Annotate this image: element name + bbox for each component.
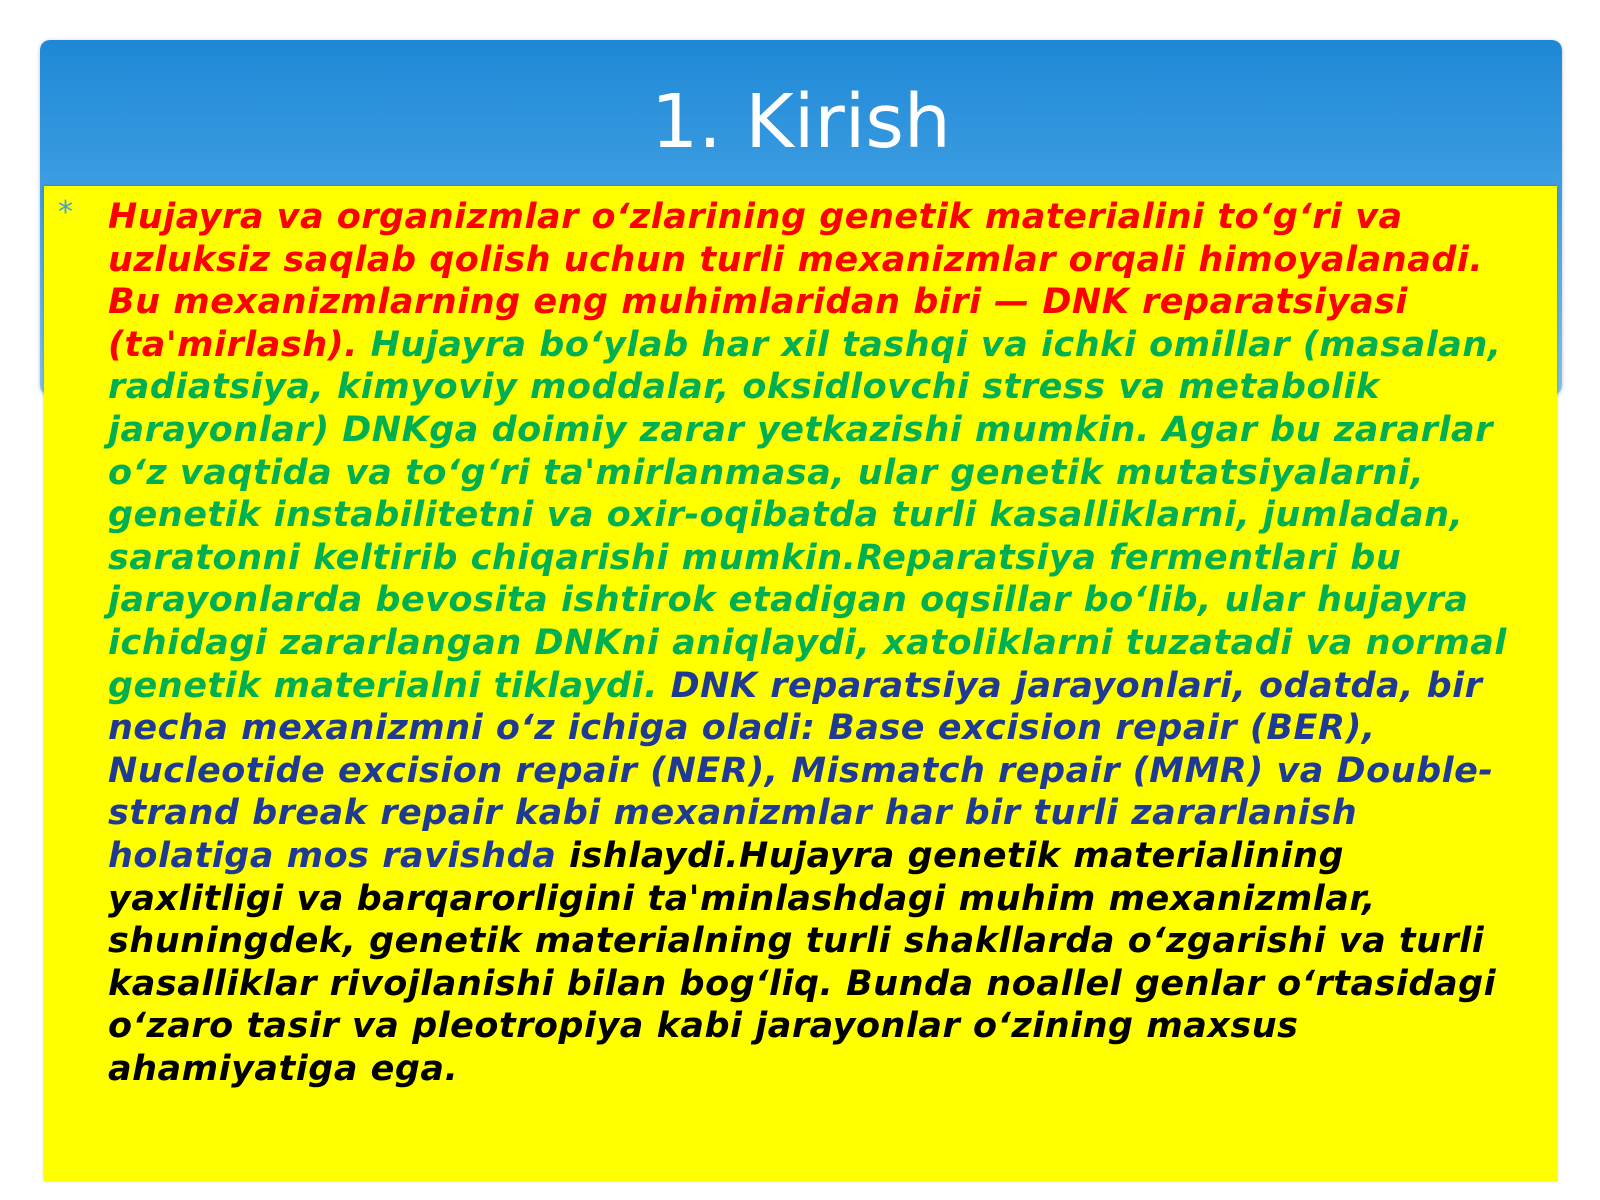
text-segment-green: Hujayra bo‘ylab har xil tashqi va ichki omillar (masalan, radiatsiya, kimyoviy moddalar, oksidlovchi stress va metabolik jarayonlar) DNKga doimiy zarar yetkazishi mumkin. Agar bu zararlar o‘z vaqtida va to‘g‘ri ta'mirlanmasa, ular genetik mutatsiyalarni, genetik instabilitetni va oxir-oqibatda turli kasalliklarni, jumladan, saratonni keltirib chiqarishi mumkin.Reparatsiya fermentlari bu jarayonlarda bevosita ishtirok etadigan oqsillar bo‘lib, ular hujayra ichidagi zararlangan DNKni aniqlaydi, xatoliklarni tuzatadi va normal genetik materialni tiklaydi. [108, 324, 1507, 706]
text-segment-black: ishlaydi.Hujayra genetik materialining yaxlitligi va barqarorligini ta'minlashdagi muhim mexanizmlar, shuningdek, genetik materialning turli shakllarda o‘zgarishi va turli kasalliklar rivojlanishi bilan bog‘liq. Bunda noallel genlar o‘rtasidagi o‘zaro tasir va pleotropiya kabi jarayonlar o‘zining maxsus ahamiyatiga ega. [108, 835, 1497, 1089]
text-segment-red: Hujayra va organizmlar o‘zlarining genetik materialini to‘g‘ri va uzluksiz saqlab qolish uchun turli mexanizmlar orqali himoyalanadi. Bu mexanizmlarning eng muhimlaridan biri — DNK reparatsiyasi (ta'mirlash). [108, 197, 1484, 365]
bullet-star-icon: * [58, 195, 73, 230]
body-paragraph [108, 196, 1528, 1090]
slide-title: 1. Kirish [651, 79, 951, 165]
text-segment-blue: DNK reparatsiya jarayonlari, odatda, bir necha mexanizmni o‘z ichiga oladi: Base excision repair (BER), Nucleotide excision repair (NER), Mismatch repair (MMR) va Double-strand break repair kabi mexanizmlar har bir turli zararlanish holatiga mos ravishda [108, 665, 1494, 876]
